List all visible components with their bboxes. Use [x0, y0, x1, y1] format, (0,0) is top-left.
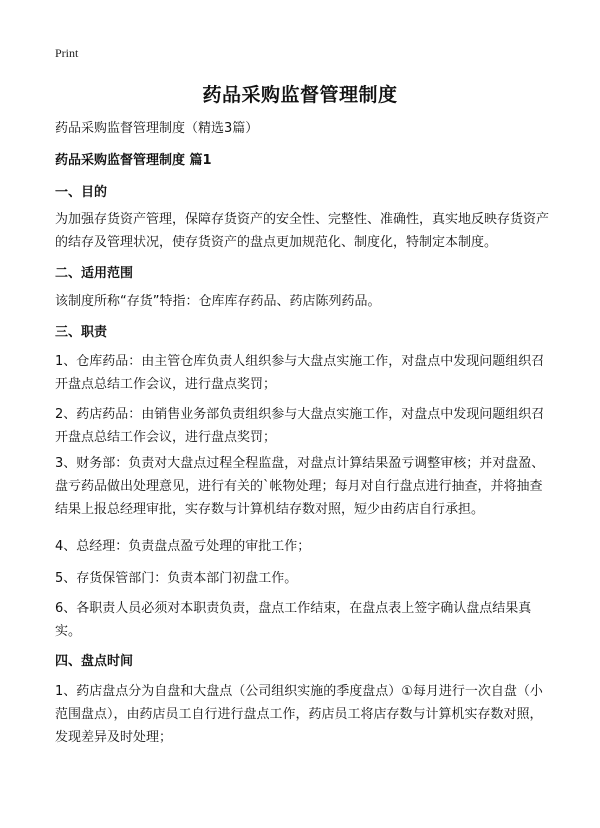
duty-item-4: 4、总经理：负责盘点盈亏处理的审批工作；	[55, 539, 311, 554]
duty-item-5: 5、存货保管部门：负责本部门初盘工作。	[55, 571, 298, 586]
section-heading-timing: 四、盘点时间	[55, 654, 134, 669]
section-text-purpose: 为加强存货资产管理，保障存货资产的安全性、完整性、准确性，真实地反映存货资产的结存及管理状况，使存货资产的盘点更加规范化、制度化，特制定本制度。	[55, 212, 550, 250]
section-heading-scope: 二、适用范围	[55, 266, 134, 281]
section-text-scope: 该制度所称“存货”特指：仓库库存药品、药店陈列药品。	[55, 294, 381, 309]
duty-item-3: 3、财务部：负责对大盘点过程全程监盘，对盘点计算结果盈亏调整审核；并对盘盈、盘亏药品做出处理意见，进行有关的`帐物处理；每月对自行盘点进行抽查，并将抽查结果上报总经理审批，实存数与计算机结存数对照，短少由药店自行承担。	[55, 456, 545, 517]
document-title: 药品采购监督管理制度	[202, 84, 398, 106]
timing-item-1: 1、药店盘点分为自盘和大盘点（公司组织实施的季度盘点）①每月进行一次自盘（小范围盘点），由药店员工自行进行盘点工作，药店员工将店存数与计算机实存数对照，发现差异及时处理；	[55, 684, 543, 745]
duty-item-1: 1、仓库药品：由主管仓库负责人组织参与大盘点实施工作，对盘点中发现问题组织召开盘点总结工作会议，进行盘点奖罚；	[55, 354, 545, 392]
section-heading-purpose: 一、目的	[55, 185, 108, 200]
duty-item-6: 6、各职责人员必须对本职责负责，盘点工作结束，在盘点表上签字确认盘点结果真实。	[55, 601, 532, 639]
section-heading-duties: 三、职责	[55, 325, 108, 340]
part-title: 药品采购监督管理制度 篇1	[55, 153, 212, 168]
document-subtitle: 药品采购监督管理制度（精选3篇）	[55, 121, 259, 136]
print-label: Print	[55, 46, 79, 60]
duty-item-2: 2、药店药品：由销售业务部负责组织参与大盘点实施工作，对盘点中发现问题组织召开盘点总结工作会议，进行盘点奖罚；	[55, 407, 545, 445]
